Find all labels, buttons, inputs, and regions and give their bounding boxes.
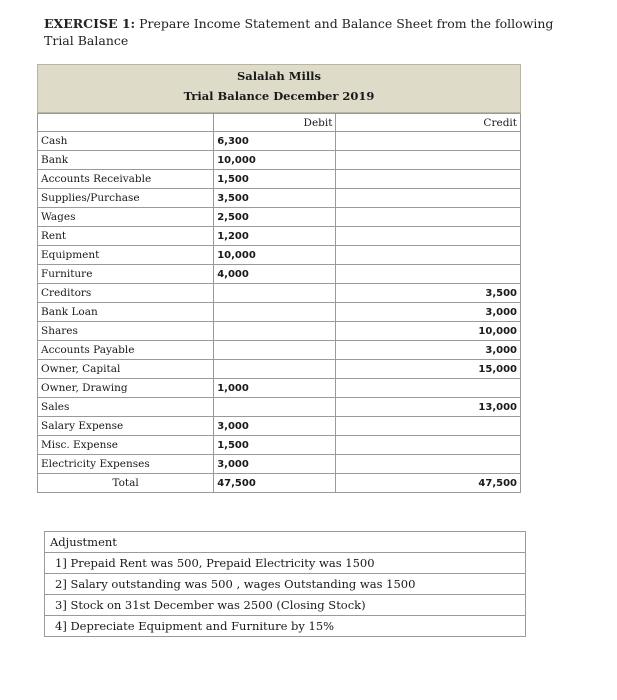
- account-name: Rent: [38, 227, 214, 246]
- table-row: [38, 132, 521, 151]
- account-name: Owner, Drawing: [38, 379, 214, 398]
- account-name: Bank: [38, 151, 214, 170]
- table-row: [38, 379, 521, 398]
- total-debit: 47,500: [214, 474, 336, 493]
- credit-amount: [336, 417, 521, 436]
- debit-amount: 10,000: [214, 246, 336, 265]
- credit-amount: [336, 455, 521, 474]
- credit-amount: [336, 151, 521, 170]
- credit-amount: [336, 189, 521, 208]
- debit-amount: [214, 284, 336, 303]
- debit-amount: 2,500: [214, 208, 336, 227]
- adjustment-item: 2] Salary outstanding was 500 , wages Outstanding was 1500: [45, 573, 525, 594]
- adjustment-item: 3] Stock on 31st December was 2500 (Closing Stock): [45, 594, 525, 615]
- account-name: Creditors: [38, 284, 214, 303]
- debit-amount: 3,000: [214, 417, 336, 436]
- column-header-row: [38, 114, 521, 132]
- account-name: Cash: [38, 132, 214, 151]
- account-name: Shares: [38, 322, 214, 341]
- credit-amount: [336, 132, 521, 151]
- adjustments-title: Adjustment: [50, 535, 117, 549]
- total-credit: 47,500: [336, 474, 521, 493]
- table-row: [38, 398, 521, 417]
- header-account: [38, 114, 214, 132]
- table-row: [38, 360, 521, 379]
- table-row: [38, 265, 521, 284]
- debit-amount: [214, 341, 336, 360]
- debit-amount: 3,000: [214, 455, 336, 474]
- debit-amount: 4,000: [214, 265, 336, 284]
- table-row: [38, 170, 521, 189]
- header-debit: Debit: [214, 114, 336, 132]
- table-row: [38, 189, 521, 208]
- account-name: Sales: [38, 398, 214, 417]
- credit-amount: [336, 227, 521, 246]
- table-row: [38, 227, 521, 246]
- trial-balance-title: Trial Balance December 2019: [183, 89, 375, 103]
- credit-amount: 10,000: [336, 322, 521, 341]
- trial-balance-table: [37, 113, 521, 493]
- table-row: [38, 284, 521, 303]
- table-row: [38, 208, 521, 227]
- exercise-instruction: Prepare Income Statement and Balance Sheet from the following Trial Balance: [44, 16, 554, 48]
- account-name: Owner, Capital: [38, 360, 214, 379]
- table-row: [38, 417, 521, 436]
- debit-amount: 1,500: [214, 436, 336, 455]
- exercise-heading: [44, 15, 584, 49]
- account-name: Accounts Receivable: [38, 170, 214, 189]
- credit-amount: [336, 265, 521, 284]
- debit-amount: [214, 322, 336, 341]
- company-name: Salalah Mills: [236, 69, 322, 83]
- account-name: Furniture: [38, 265, 214, 284]
- table-row: [38, 436, 521, 455]
- credit-amount: 3,000: [336, 341, 521, 360]
- credit-amount: 15,000: [336, 360, 521, 379]
- credit-amount: [336, 379, 521, 398]
- debit-amount: 1,500: [214, 170, 336, 189]
- header-credit: Credit: [336, 114, 521, 132]
- debit-amount: 3,500: [214, 189, 336, 208]
- total-label: Total: [38, 474, 214, 493]
- account-name: Supplies/Purchase: [38, 189, 214, 208]
- debit-amount: 1,200: [214, 227, 336, 246]
- debit-amount: [214, 360, 336, 379]
- debit-amount: [214, 303, 336, 322]
- credit-amount: [336, 208, 521, 227]
- debit-amount: 10,000: [214, 151, 336, 170]
- debit-amount: [214, 398, 336, 417]
- table-row: [38, 341, 521, 360]
- adjustment-item: 1] Prepaid Rent was 500, Prepaid Electricity was 1500: [45, 552, 525, 573]
- credit-amount: 13,000: [336, 398, 521, 417]
- table-row: [38, 246, 521, 265]
- account-name: Accounts Payable: [38, 341, 214, 360]
- adjustments-box: [44, 531, 526, 637]
- table-row: [38, 322, 521, 341]
- account-name: Electricity Expenses: [38, 455, 214, 474]
- exercise-label: EXERCISE 1:: [44, 16, 136, 31]
- debit-amount: 6,300: [214, 132, 336, 151]
- adjustment-item: 4] Depreciate Equipment and Furniture by 15%: [45, 615, 525, 636]
- credit-amount: [336, 246, 521, 265]
- account-name: Bank Loan: [38, 303, 214, 322]
- table-row: [38, 455, 521, 474]
- credit-amount: [336, 170, 521, 189]
- credit-amount: 3,500: [336, 284, 521, 303]
- debit-amount: 1,000: [214, 379, 336, 398]
- trial-balance-header: [37, 64, 521, 113]
- account-name: Equipment: [38, 246, 214, 265]
- trial-balance: [37, 64, 521, 493]
- account-name: Wages: [38, 208, 214, 227]
- table-row: [38, 151, 521, 170]
- credit-amount: 3,000: [336, 303, 521, 322]
- account-name: Misc. Expense: [38, 436, 214, 455]
- account-name: Salary Expense: [38, 417, 214, 436]
- total-row: [38, 474, 521, 493]
- table-row: [38, 303, 521, 322]
- credit-amount: [336, 436, 521, 455]
